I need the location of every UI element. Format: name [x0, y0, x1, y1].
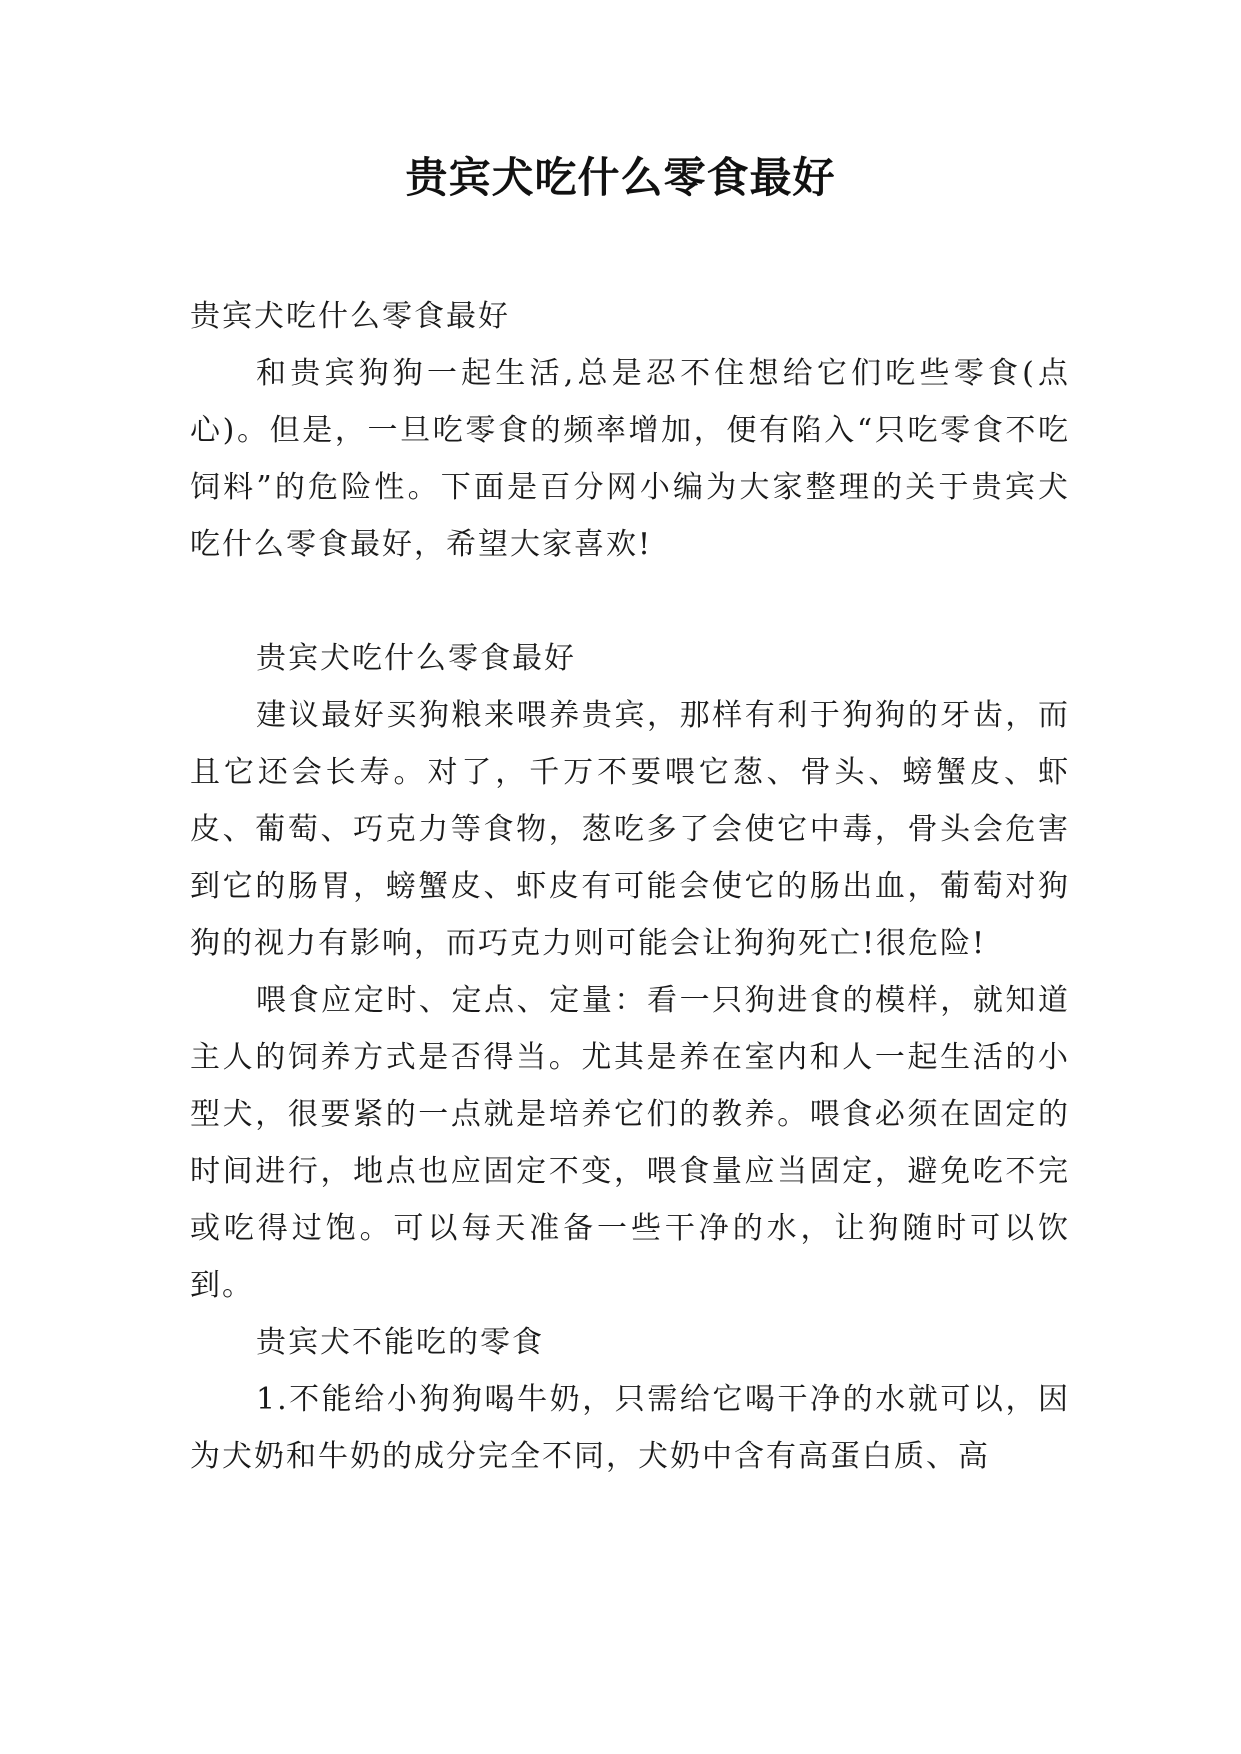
intro-paragraph: 和贵宾狗狗一起生活,总是忍不住想给它们吃些零食(点心)。但是，一旦吃零食的频率增加，便有陷入“只吃零食不吃饲料”的危险性。下面是百分网小编为大家整理的关于贵宾犬吃什么零食最好，希望大家喜欢!: [190, 356, 1070, 562]
paragraph-milk-warning: 1.不能给小狗狗喝牛奶，只需给它喝干净的水就可以，因为犬奶和牛奶的成分完全不同，犬奶中含有高蛋白质、高: [190, 1382, 1070, 1474]
paragraph-spacer: [190, 573, 1070, 630]
section-heading-snacks: 贵宾犬吃什么零食最好: [256, 641, 576, 676]
paragraph-feeding-schedule: 喂食应定时、定点、定量：看一只狗进食的模样，就知道主人的饲养方式是否得当。尤其是养在室内和人一起生活的小型犬，很要紧的一点就是培养它们的教养。喂食必须在固定的时间进行，地点也应固定不变，喂食量应当固定，避免吃不完或吃得过饱。可以每天准备一些干净的水，让狗随时可以饮到。: [190, 983, 1070, 1303]
document-body: [190, 288, 1070, 1485]
intro-heading: 贵宾犬吃什么零食最好: [190, 299, 510, 334]
section-heading-forbidden-snacks: 贵宾犬不能吃的零食: [256, 1325, 544, 1360]
document-title: 贵宾犬吃什么零食最好: [405, 153, 836, 202]
paragraph-dog-food-advice: 建议最好买狗粮来喂养贵宾，那样有利于狗狗的牙齿，而且它还会长寿。对了，千万不要喂它葱、骨头、螃蟹皮、虾皮、葡萄、巧克力等食物，葱吃多了会使它中毒，骨头会危害到它的肠胃，螃蟹皮、虾皮有可能会使它的肠出血，葡萄对狗狗的视力有影响，而巧克力则可能会让狗狗死亡!很危险!: [190, 698, 1070, 961]
